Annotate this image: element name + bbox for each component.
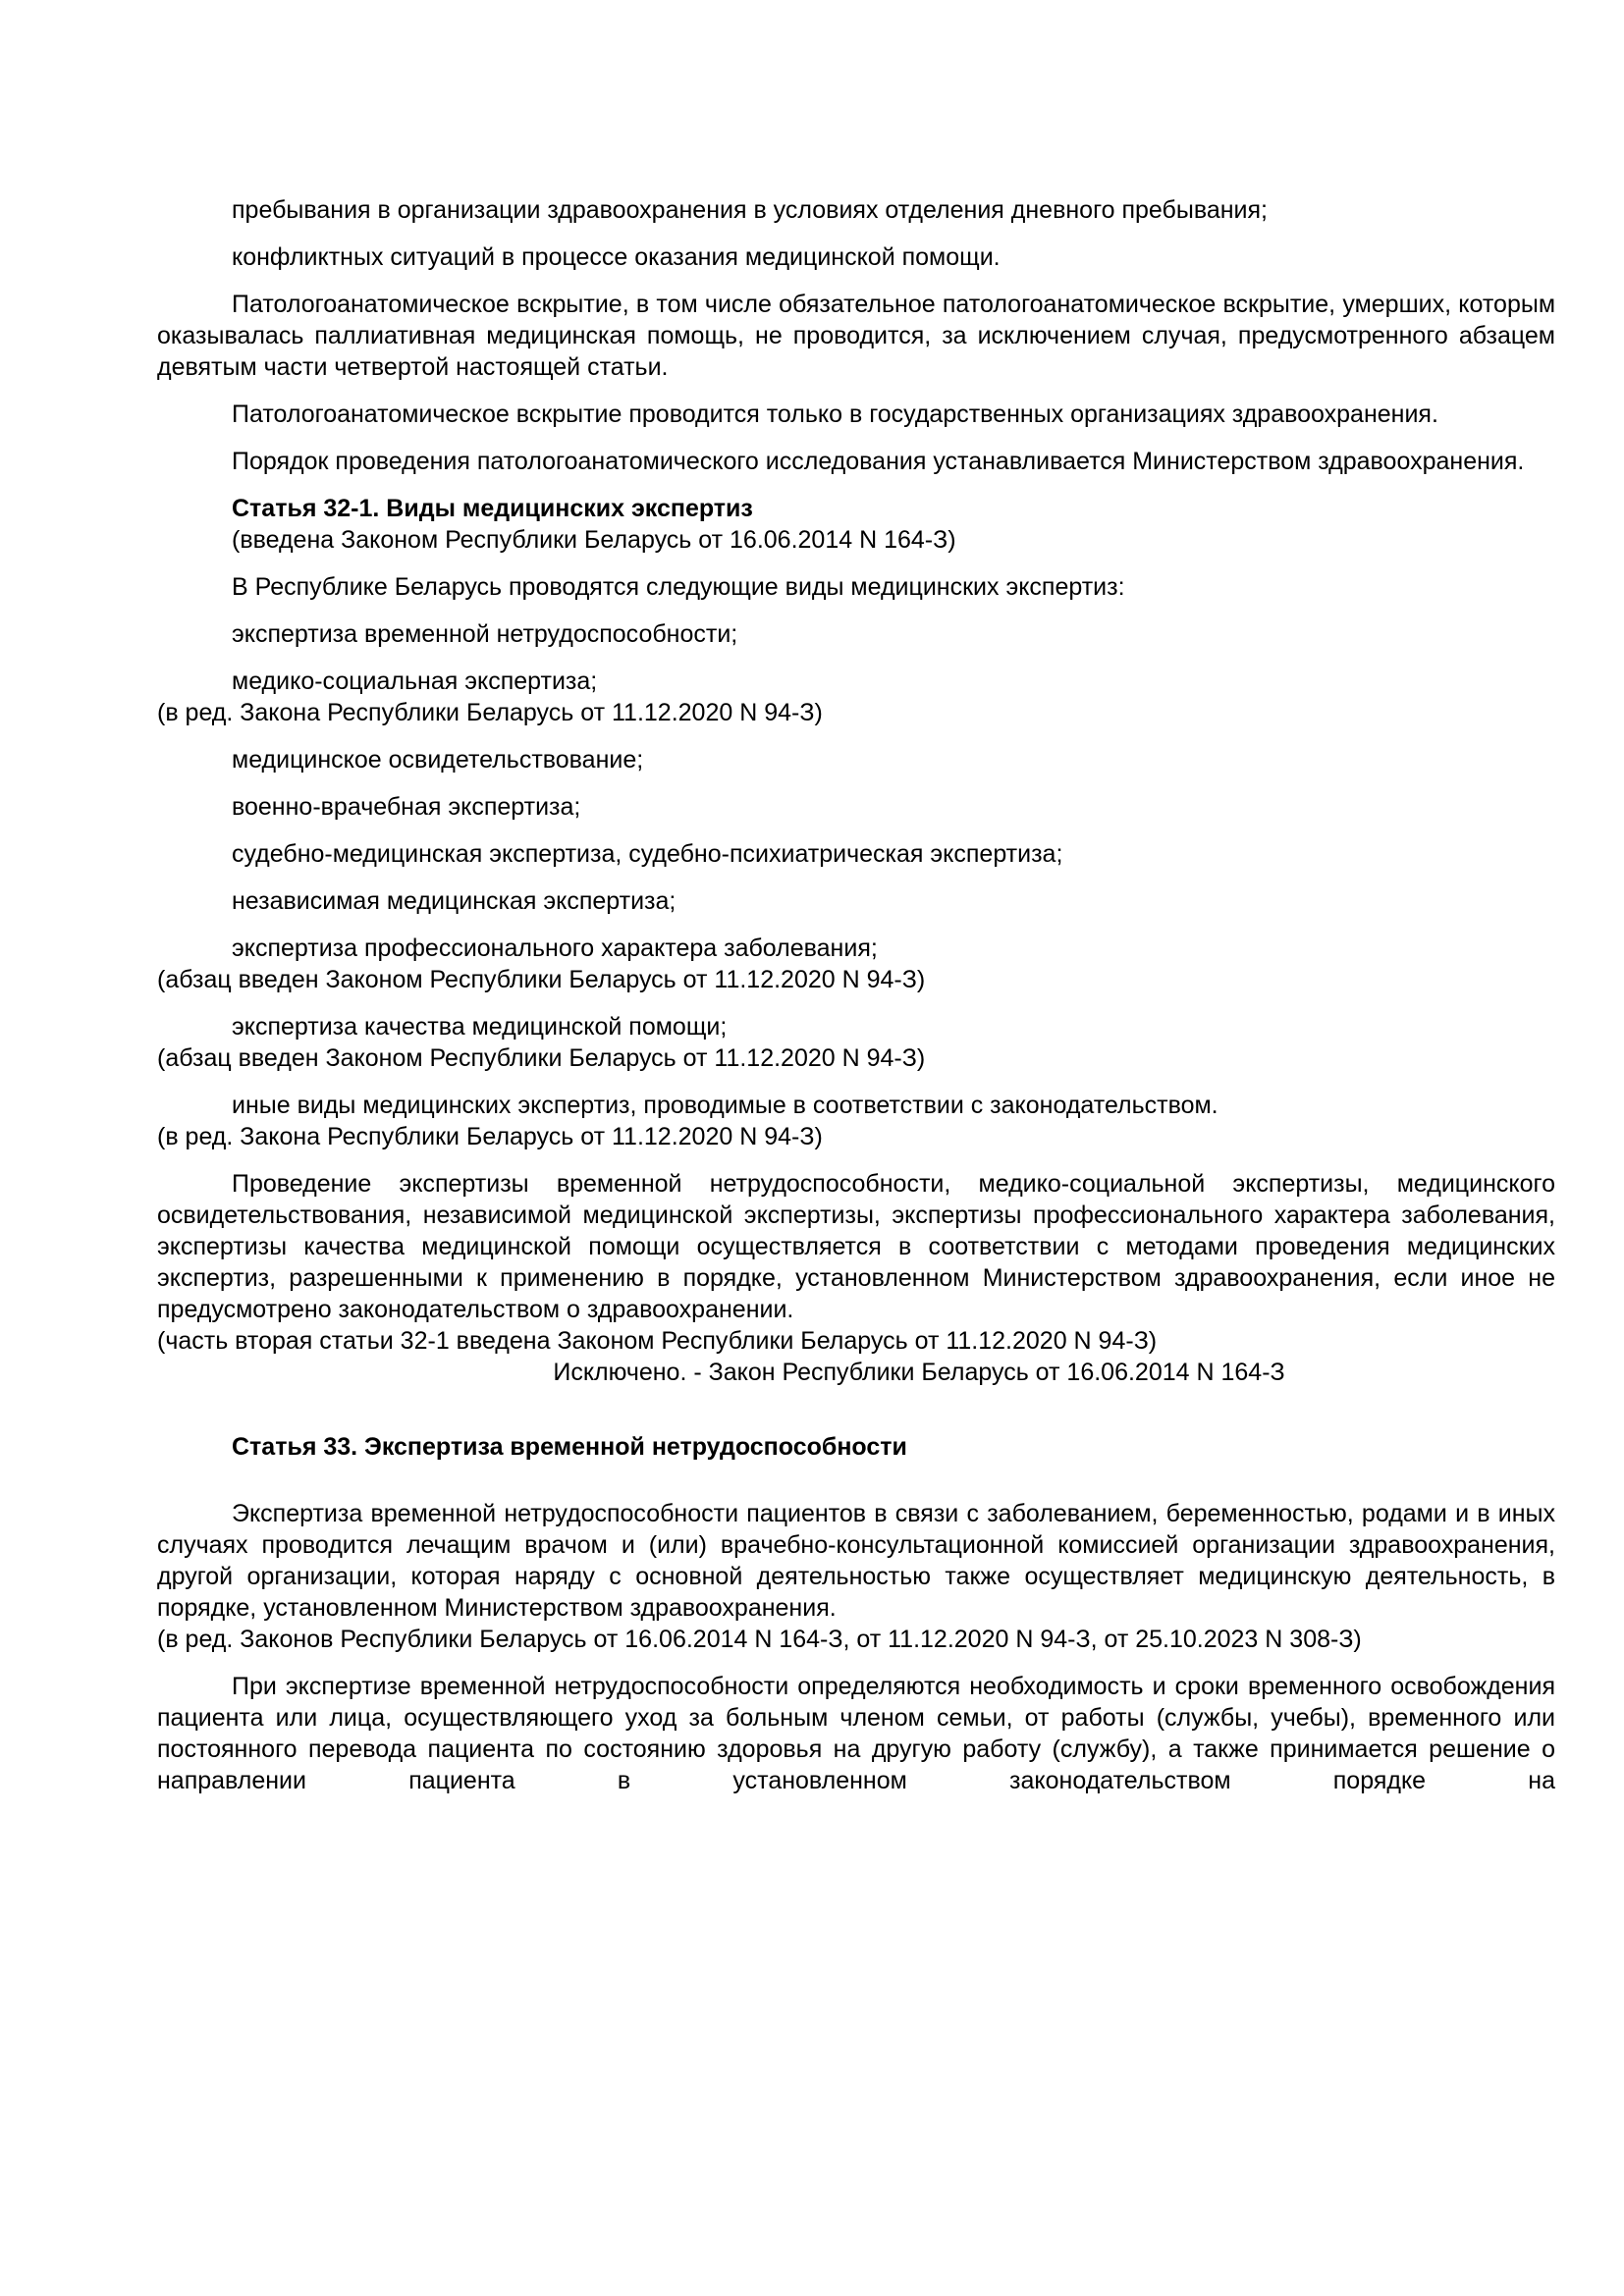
article-33-heading: Статья 33. Экспертиза временной нетрудоспособности: [232, 1433, 907, 1461]
list-item-occupational: экспертиза профессионального характера заболевания;: [232, 934, 878, 962]
list-item-military-medical: военно-врачебная экспертиза;: [232, 793, 581, 821]
amendment-note-laws: (в ред. Законов Республики Беларусь от 16.06.2014 N 164-З, от 11.12.2020 N 94-З, от 25.10.2023 N 308-З): [157, 1626, 1362, 1653]
excluded-note: Исключено. - Закон Республики Беларусь от 16.06.2014 N 164-З: [553, 1359, 1285, 1386]
paragraph-disability-determination: При экспертизе временной нетрудоспособности определяются необходимость и сроки временного освобождения пациента или лица, осуществляющего уход за больным членом семьи, от работы (службы, учебы), временного или постоянного перевода пациента по состоянию здоровья на другую работу (службу), а также принимается решение о направлении пациента в установленном законодательством порядке на: [157, 1673, 1555, 1794]
paragraph-autopsy-palliative: Патологоанатомическое вскрытие, в том числе обязательное патологоанатомическое вскрытие, умерших, которым оказывалась паллиативная медицинская помощь, не проводится, за исключением случая, предусмотренного абзацем девятым части четвертой настоящей статьи.: [157, 291, 1555, 381]
paragraph-conflicts: конфликтных ситуаций в процессе оказания медицинской помощи.: [232, 243, 1001, 271]
paragraph-day-stay: пребывания в организации здравоохранения в условиях отделения дневного пребывания;: [232, 196, 1269, 224]
list-item-temporary-disability: экспертиза временной нетрудоспособности;: [232, 620, 738, 648]
list-item-other: иные виды медицинских экспертиз, проводимые в соответствии с законодательством.: [232, 1092, 1218, 1119]
paragraph-autopsy-state: Патологоанатомическое вскрытие проводится только в государственных организациях здравоохранения.: [232, 400, 1438, 428]
list-item-quality: экспертиза качества медицинской помощи;: [232, 1013, 728, 1041]
amendment-note: (абзац введен Законом Республики Беларусь от 11.12.2020 N 94-З): [157, 966, 926, 993]
article-32-1-amendment-note: (введена Законом Республики Беларусь от 16.06.2014 N 164-З): [232, 526, 956, 554]
paragraph-disability-expertise: Экспертиза временной нетрудоспособности пациентов в связи с заболеванием, беременностью, родами и в иных случаях проводится лечащим врачом и (или) врачебно-консультационной комиссией организации здравоохранения, другой организации, которая наряду с основной деятельностью также осуществляет медицинскую деятельность, в порядке, установленном Министерством здравоохранения.: [157, 1500, 1555, 1622]
list-item-medical-examination: медицинское освидетельствование;: [232, 746, 644, 774]
list-item-independent: независимая медицинская экспертиза;: [232, 887, 677, 915]
paragraph-expertise-methods: Проведение экспертизы временной нетрудоспособности, медико-социальной экспертизы, медицинского освидетельствования, независимой медицинской экспертизы, экспертизы профессионального характера заболевания, экспертизы качества медицинской помощи осуществляется в соответствии с методами проведения медицинских экспертиз, разрешенными к применению в порядке, установленном Министерством здравоохранения, если иное не предусмотрено законодательством о здравоохранении.: [157, 1170, 1555, 1323]
amendment-note: (в ред. Закона Республики Беларусь от 11.12.2020 N 94-З): [157, 1123, 823, 1150]
list-item-medico-social: медико-социальная экспертиза;: [232, 667, 598, 695]
document-body: [157, 194, 1555, 1796]
article-32-1-heading: Статья 32-1. Виды медицинских экспертиз: [232, 495, 753, 522]
amendment-note-part-two: (часть вторая статьи 32-1 введена Законом Республики Беларусь от 11.12.2020 N 94-З): [157, 1327, 1158, 1355]
paragraph-autopsy-order: Порядок проведения патологоанатомического исследования устанавливается Министерством здравоохранения.: [232, 448, 1525, 475]
amendment-note: (абзац введен Законом Республики Беларусь от 11.12.2020 N 94-З): [157, 1044, 926, 1072]
amendment-note: (в ред. Закона Республики Беларусь от 11.12.2020 N 94-З): [157, 699, 823, 726]
paragraph-expertise-types-intro: В Республике Беларусь проводятся следующие виды медицинских экспертиз:: [232, 573, 1125, 601]
list-item-forensic: судебно-медицинская экспертиза, судебно-психиатрическая экспертиза;: [232, 840, 1063, 868]
